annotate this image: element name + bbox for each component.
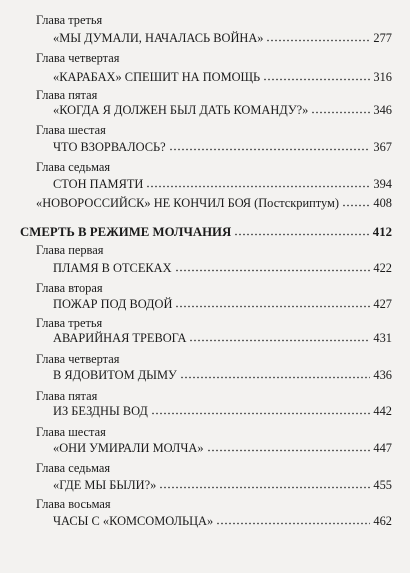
entry-title: ЧТО ВЗОРВАЛОСЬ?	[53, 140, 166, 154]
toc-entry	[53, 103, 392, 118]
dot-leader	[175, 262, 371, 272]
toc-entry	[53, 70, 392, 85]
entry-title: «ГДЕ МЫ БЫЛИ?»	[53, 478, 157, 492]
toc-entry	[53, 140, 392, 155]
page-number: 277	[373, 31, 392, 45]
chapter-label: Глава пятая	[36, 88, 98, 102]
dot-leader	[146, 178, 370, 188]
entry-title: «МЫ ДУМАЛИ, НАЧАЛАСЬ ВОЙНА»	[53, 31, 264, 45]
dot-leader	[175, 298, 370, 308]
toc-entry	[53, 404, 392, 419]
entry-title: ПОЖАР ПОД ВОДОЙ	[53, 297, 173, 311]
toc-entry	[53, 177, 392, 192]
chapter-label: Глава шестая	[36, 425, 106, 439]
dot-leader	[180, 369, 371, 379]
dot-leader	[207, 442, 371, 452]
toc-entry	[53, 331, 392, 346]
page-number: 412	[372, 225, 392, 239]
chapter-label: Глава четвертая	[36, 51, 120, 65]
toc-entry	[36, 196, 392, 211]
chapter-label: Глава вторая	[36, 281, 103, 295]
entry-title: СТОН ПАМЯТИ	[53, 177, 144, 191]
page-number: 346	[373, 103, 392, 117]
entry-title: АВАРИЙНАЯ ТРЕВОГА	[53, 331, 187, 345]
dot-leader	[216, 515, 370, 525]
page-number: 462	[373, 514, 392, 528]
toc-entry	[53, 31, 392, 46]
page-number: 436	[373, 368, 392, 382]
page-number: 455	[373, 478, 392, 492]
chapter-label: Глава седьмая	[36, 160, 111, 174]
dot-leader	[159, 479, 370, 489]
page-number: 431	[373, 331, 392, 345]
dot-leader	[169, 141, 371, 151]
chapter-label: Глава третья	[36, 316, 103, 330]
chapter-label: Глава седьмая	[36, 461, 111, 475]
toc-entry	[53, 478, 392, 493]
dot-leader	[151, 405, 371, 415]
toc-entry	[53, 297, 392, 312]
entry-title: «НОВОРОССИЙСК» НЕ КОНЧИЛ БОЯ (Постскриптум)	[36, 196, 339, 210]
toc-entry	[53, 368, 392, 383]
dot-leader	[189, 332, 370, 342]
page-number: 367	[373, 140, 392, 154]
dot-leader	[266, 32, 370, 42]
chapter-label: Глава пятая	[36, 389, 98, 403]
part-entry	[20, 225, 392, 240]
dot-leader	[342, 197, 370, 207]
page-number: 447	[373, 441, 392, 455]
dot-leader	[234, 226, 370, 236]
toc-entry	[53, 514, 392, 529]
chapter-label: Глава восьмая	[36, 497, 111, 511]
dot-leader	[263, 71, 370, 81]
page-number: 442	[373, 404, 392, 418]
page-number: 422	[373, 261, 392, 275]
part-title: СМЕРТЬ В РЕЖИМЕ МОЛЧАНИЯ	[20, 225, 232, 239]
page-number: 408	[373, 196, 392, 210]
toc-entry	[53, 441, 392, 456]
chapter-label: Глава первая	[36, 243, 104, 257]
entry-title: «КАРАБАХ» СПЕШИТ НА ПОМОЩЬ	[53, 70, 261, 84]
chapter-label: Глава третья	[36, 13, 103, 27]
entry-title: ИЗ БЕЗДНЫ ВОД	[53, 404, 148, 418]
entry-title: ПЛАМЯ В ОТСЕКАХ	[53, 261, 172, 275]
dot-leader	[311, 104, 370, 114]
page-number: 316	[373, 70, 392, 84]
toc-entry	[53, 261, 392, 276]
entry-title: ЧАСЫ С «КОМСОМОЛЬЦА»	[53, 514, 214, 528]
entry-title: «ОНИ УМИРАЛИ МОЛЧА»	[53, 441, 204, 455]
chapter-label: Глава шестая	[36, 123, 106, 137]
entry-title: «КОГДА Я ДОЛЖЕН БЫЛ ДАТЬ КОМАНДУ?»	[53, 103, 309, 117]
page-number: 394	[373, 177, 392, 191]
entry-title: В ЯДОВИТОМ ДЫМУ	[53, 368, 177, 382]
chapter-label: Глава четвертая	[36, 352, 120, 366]
page-number: 427	[373, 297, 392, 311]
